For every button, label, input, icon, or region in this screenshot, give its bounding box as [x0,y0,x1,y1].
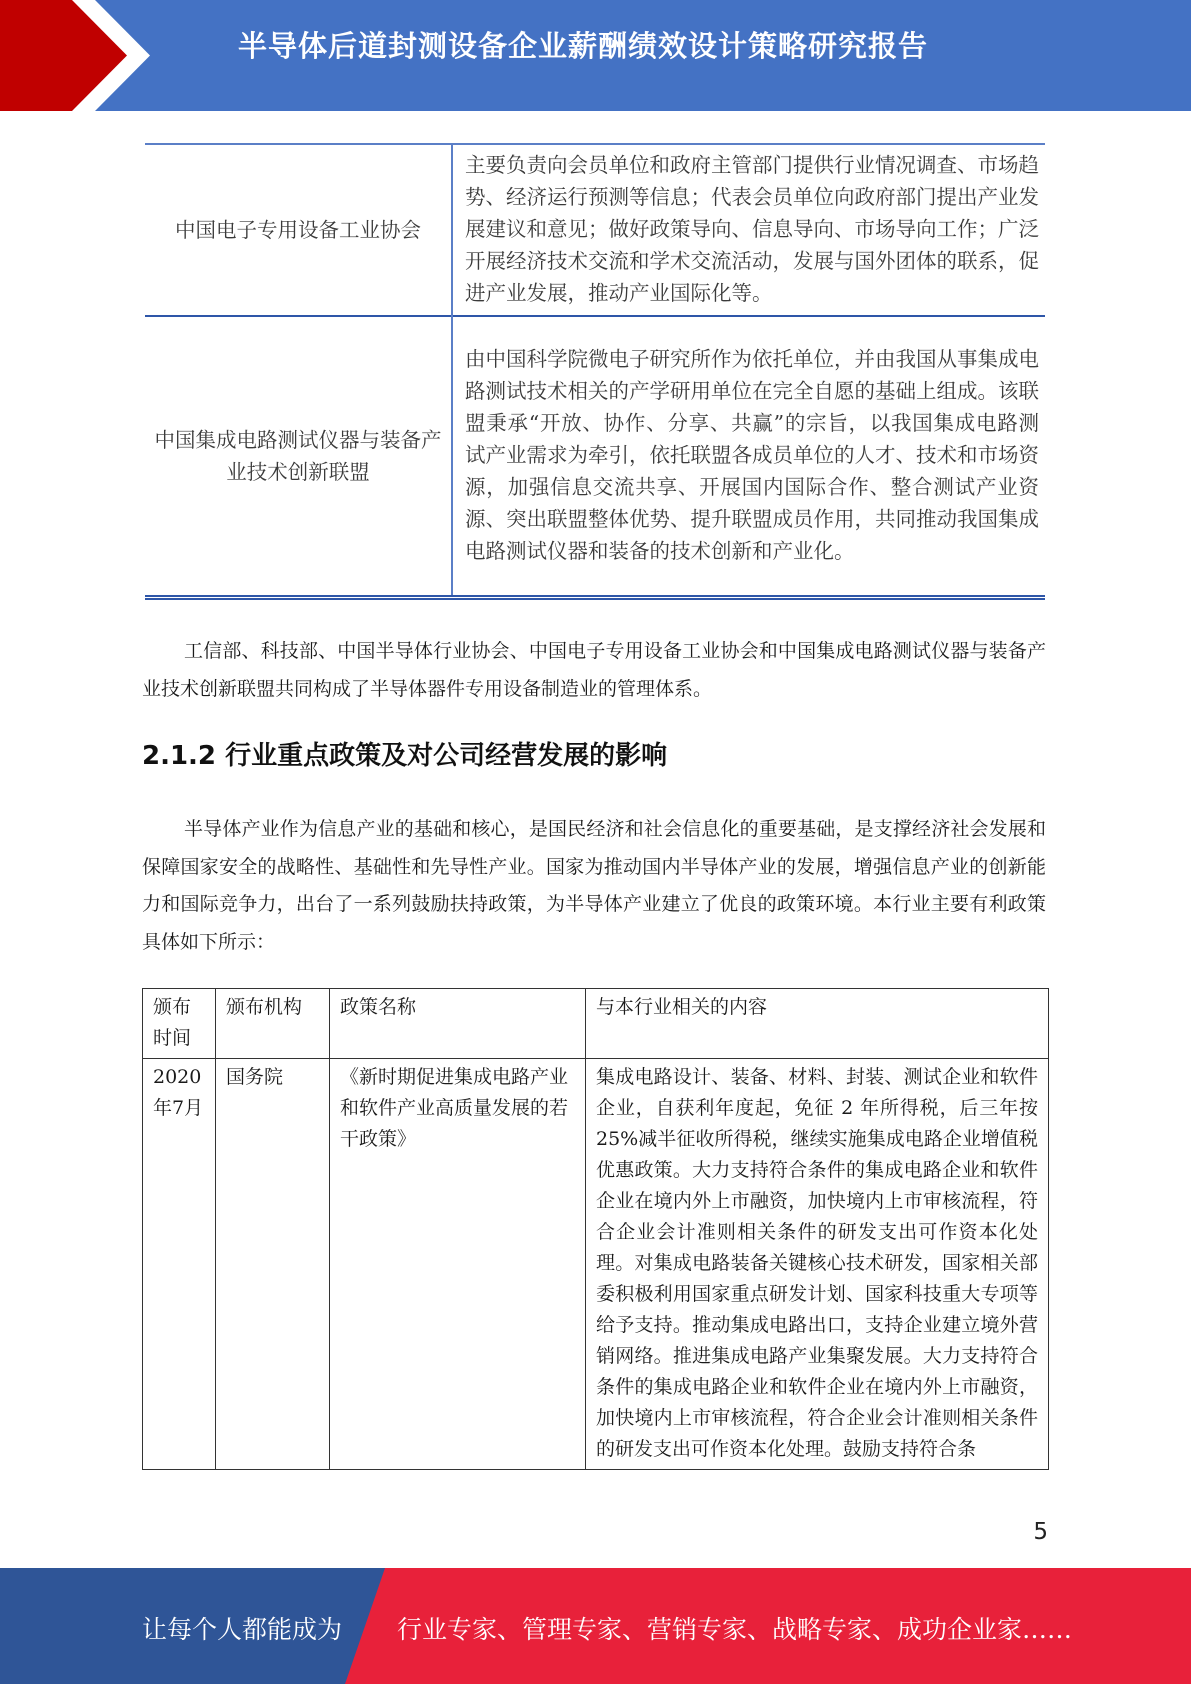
page-number: 5 [1033,1519,1048,1545]
page-header [0,0,1191,111]
page-footer [0,1568,1191,1684]
policy-date: 2020年7月 [143,1059,216,1470]
header-title: 半导体后道封测设备企业薪酬绩效设计策略研究报告 [238,29,929,63]
policy-name: 《新时期促进集成电路产业和软件产业高质量发展的若干政策》 [330,1059,586,1470]
policy-table [142,988,1049,1470]
column-header-date: 颁布时间 [143,989,216,1059]
body-paragraph: 工信部、科技部、中国半导体行业协会、中国电子专用设备工业协会和中国集成电路测试仪器与装备产业技术创新联盟共同构成了半导体器件专用设备制造业的管理体系。 [142,640,1046,700]
org-name: 中国集成电路测试仪器与装备产业技术创新联盟 [145,316,452,598]
column-header-name: 政策名称 [330,989,586,1059]
org-name: 中国电子专用设备工业协会 [145,144,452,316]
footer-slogan-left: 让每个人都能成为 [142,1615,343,1644]
table-row [145,144,1045,316]
policy-content: 集成电路设计、装备、材料、封装、测试企业和软件企业，自获利年度起，免征 2 年所得税，后三年按 25%减半征收所得税，继续实施集成电路企业增值税优惠政策。大力支持符合条件的集成电路企业和软件企业在境内外上市融资，加快境内上市审核流程，符合企业会计准则相关条件的研发支出可作资本化处理。对集成电路装备关键核心技术研发，国家相关部委积极利用国家重点研发计划、国家科技重大专项等给予支持。推动集成电路出口，支持企业建立境外营销网络。推进集成电路产业集聚发展。大力支持符合条件的集成电路企业和软件企业在境内外上市融资，加快境内上市审核流程，符合企业会计准则相关条件的研发支出可作资本化处理。鼓励支持符合条 [586,1059,1049,1470]
body-paragraph: 半导体产业作为信息产业的基础和核心，是国民经济和社会信息化的重要基础，是支撑经济社会发展和保障国家安全的战略性、基础性和先导性产业。国家为推动国内半导体产业的发展，增强信息产业的创新能力和国际竞争力，出台了一系列鼓励扶持政策，为半导体产业建立了优良的政策环境。本行业主要有利政策具体如下所示： [142,818,1046,953]
table-header-row [143,989,1049,1059]
column-header-org: 颁布机构 [216,989,330,1059]
policy-org: 国务院 [216,1059,330,1470]
table-row [145,316,1045,598]
org-description: 主要负责向会员单位和政府主管部门提供行业情况调查、市场趋势、经济运行预测等信息；代表会员单位向政府部门提出产业发展建议和意见；做好政策导向、信息导向、市场导向工作；广泛开展经济技术交流和学术交流活动，发展与国外团体的联系，促进产业发展，推动产业国际化等。 [452,144,1045,316]
section-heading: 2.1.2 行业重点政策及对公司经营发展的影响 [142,741,668,771]
org-description: 由中国科学院微电子研究所作为依托单位，并由我国从事集成电路测试技术相关的产学研用单位在完全自愿的基础上组成。该联盟秉承“开放、协作、分享、共赢”的宗旨，以我国集成电路测试产业需求为牵引，依托联盟各成员单位的人才、技术和市场资源，加强信息交流共享、开展国内国际合作、整合测试产业资源、突出联盟整体优势、提升联盟成员作用，共同推动我国集成电路测试仪器和装备的技术创新和产业化。 [452,316,1045,598]
table-row [143,1059,1049,1470]
header-arrow-icon [0,0,160,111]
footer-slogan-right: 行业专家、管理专家、营销专家、战略专家、成功企业家…… [397,1615,1073,1644]
org-table [145,143,1045,600]
column-header-content: 与本行业相关的内容 [586,989,1049,1059]
